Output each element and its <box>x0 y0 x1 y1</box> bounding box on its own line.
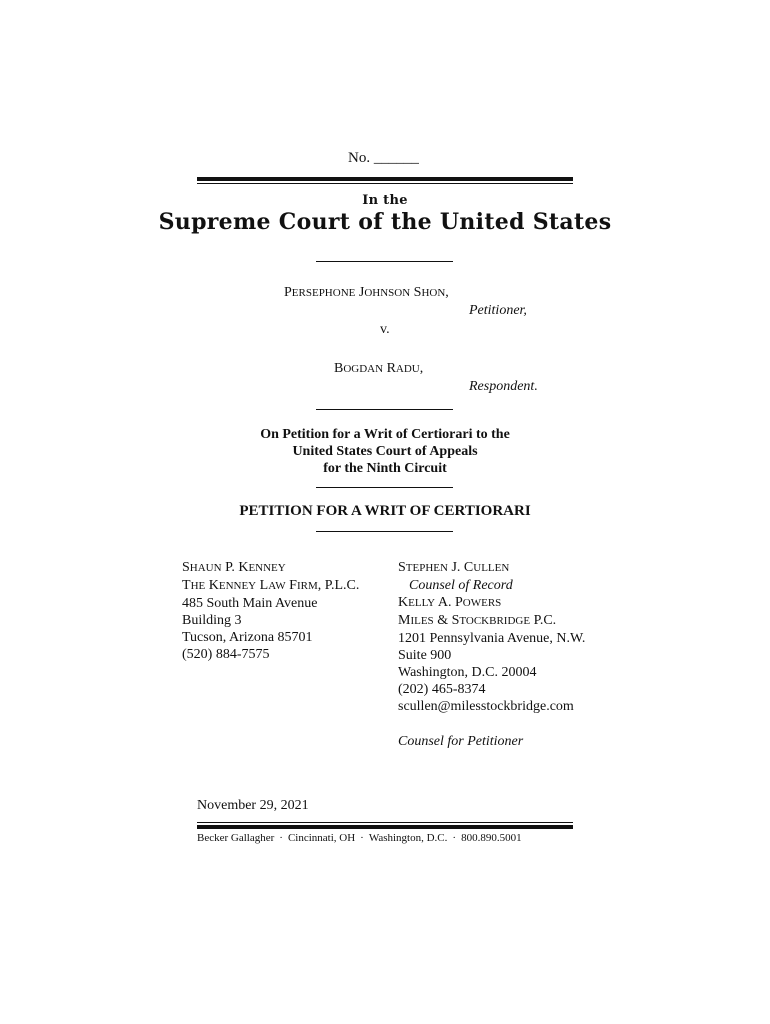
document-title: PETITION FOR A WRIT OF CERTIORARI <box>239 503 531 519</box>
petitioner-role: Petitioner, <box>469 303 527 318</box>
docket-label: No. <box>348 150 371 166</box>
petition-on-line3: for the Ninth Circuit <box>323 461 447 476</box>
filing-date: November 29, 2021 <box>197 798 309 813</box>
respondent-role: Respondent. <box>469 379 538 394</box>
printer-footer: Becker Gallagher · Cincinnati, OH · Washington, D.C. · 800.890.5001 <box>197 832 522 844</box>
right-counsel-name2: KELLY A. POWERS <box>398 595 502 610</box>
left-address-line: Tucson, Arizona 85701 <box>182 630 313 645</box>
petition-on-block <box>0 426 770 477</box>
bottom-rule-thin <box>197 822 573 823</box>
printer-name: Becker Gallagher <box>197 832 275 844</box>
right-counsel-name: STEPHEN J. CULLEN <box>398 560 510 575</box>
respondent-name: BOGDAN RADU, <box>334 361 424 376</box>
left-counsel-name: SHAUN P. KENNEY <box>182 560 286 575</box>
right-address-line: Washington, D.C. 20004 <box>398 665 537 680</box>
printer-phone: 800.890.5001 <box>461 832 522 844</box>
top-rule-thick <box>197 177 573 181</box>
counsel-of-record: Counsel of Record <box>409 578 513 593</box>
left-address-line: Building 3 <box>182 613 242 628</box>
counsel-for-petitioner: Counsel for Petitioner <box>398 734 524 749</box>
docket-blank: ______ <box>373 150 419 166</box>
petitioner-name: PERSEPHONE JOHNSON SHON, <box>284 285 449 300</box>
printer-city1: Cincinnati, OH <box>287 832 356 844</box>
left-phone: (520) 884-7575 <box>182 647 270 662</box>
divider-rule <box>316 261 453 262</box>
divider-rule <box>316 409 453 410</box>
right-address-line: Suite 900 <box>398 648 452 663</box>
versus: v. <box>380 322 390 337</box>
printer-city2: Washington, D.C. <box>368 832 448 844</box>
right-address-line: 1201 Pennsylvania Avenue, N.W. <box>398 631 586 646</box>
petition-on-line2: United States Court of Appeals <box>292 444 478 459</box>
left-address-line: 485 South Main Avenue <box>182 596 318 611</box>
top-rule-thin <box>197 183 573 184</box>
left-counsel-firm: THE KENNEY LAW FIRM, P.L.C. <box>182 578 360 593</box>
court-name: Supreme Court of the United States <box>158 209 612 235</box>
right-phone: (202) 465-8374 <box>398 682 486 697</box>
divider-rule <box>316 531 453 532</box>
divider-rule <box>316 487 453 488</box>
docket-number <box>348 150 419 167</box>
bottom-rule-thick <box>197 825 573 829</box>
left-counsel-block <box>182 559 359 663</box>
in-the-label: In the <box>362 193 408 208</box>
petition-on-line1: On Petition for a Writ of Certiorari to the <box>260 427 510 442</box>
right-counsel-block <box>398 559 585 750</box>
right-counsel-firm: MILES & STOCKBRIDGE P.C. <box>398 613 557 628</box>
right-email: scullen@milesstockbridge.com <box>398 699 574 714</box>
